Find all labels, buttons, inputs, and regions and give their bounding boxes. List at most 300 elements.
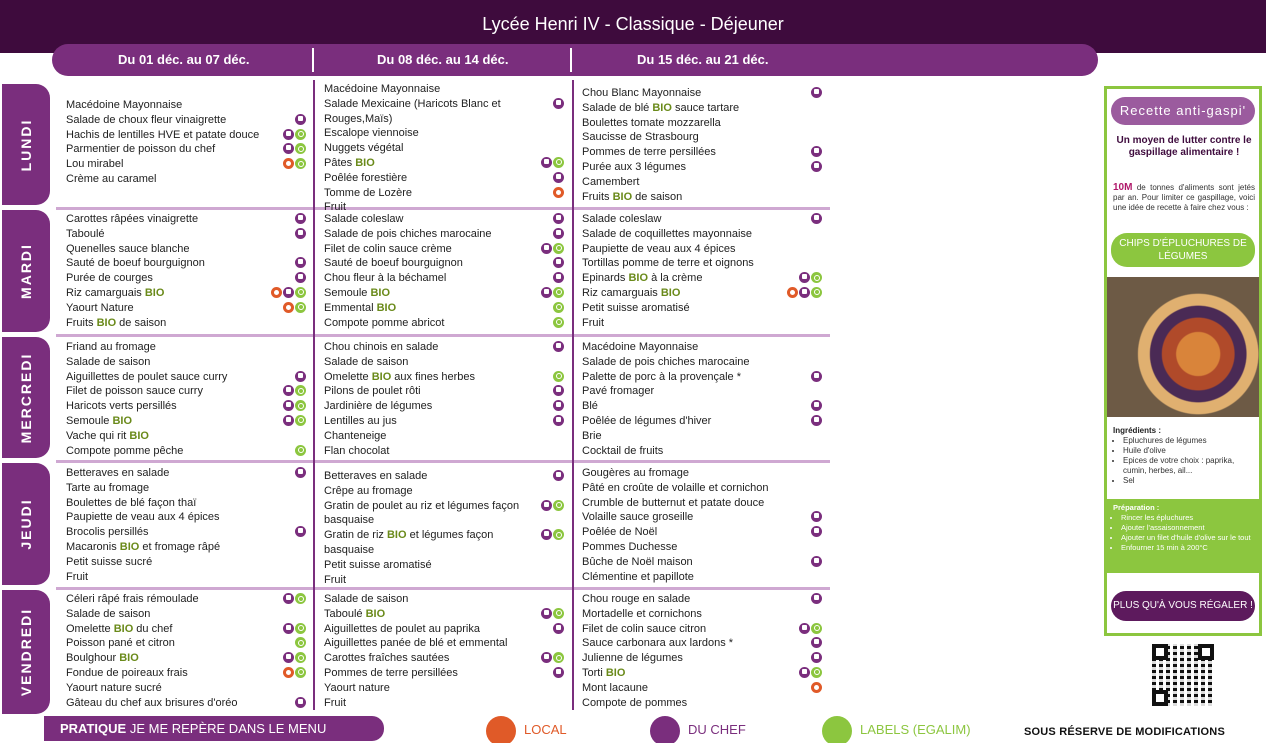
menu-item: [324, 607, 564, 622]
menu-item-text: Salade de pois chiches marocaine: [582, 355, 750, 368]
label-icon: [822, 716, 852, 743]
day-label: MERCREDI: [18, 352, 34, 443]
menu-item: [582, 301, 822, 316]
menu-item: [66, 212, 306, 227]
menu-item-text: Riz camarguais BIO: [582, 286, 681, 299]
pratique-text: JE ME REPÈRE DANS LE MENU: [129, 721, 327, 736]
week-3-label: Du 15 déc. au 21 déc.: [637, 52, 769, 67]
chef-hat-icon: [811, 146, 822, 157]
recipe-name: CHIPS D'ÉPLUCHURES DE LÉGUMES: [1111, 233, 1255, 267]
day-label: VENDREDI: [18, 607, 34, 697]
item-badges: [541, 608, 564, 620]
menu-item-text: Macédoine Mayonnaise: [66, 99, 183, 111]
day-label: JEUDI: [18, 498, 34, 550]
menu-item: [66, 316, 306, 331]
menu-item-text: Friand au fromage: [66, 341, 156, 353]
chef-hat-icon: [295, 114, 306, 125]
menu-cell: [66, 98, 306, 187]
menu-item: [66, 651, 306, 666]
egalim-label-icon: [295, 652, 306, 663]
menu-item-text: Camembert: [582, 175, 640, 188]
menu-item-text: Bûche de Noël maison: [582, 555, 693, 568]
menu-item-text: Salade de choux fleur vinaigrette: [66, 113, 227, 126]
recipe-subtitle: Un moyen de lutter contre le gaspillage alimentaire !: [1116, 135, 1252, 158]
egalim-label-icon: [553, 157, 564, 168]
menu-item: [324, 666, 564, 681]
menu-item-text: Filet de poisson sauce curry: [66, 385, 203, 398]
menu-item-text: Pilons de poulet rôti: [324, 385, 421, 398]
menu-item: [582, 510, 822, 525]
menu-item-text: Boulettes de blé façon thaï: [66, 496, 197, 509]
menu-item: [324, 340, 564, 355]
item-badges: [271, 287, 306, 299]
item-badges: [295, 257, 306, 269]
menu-item-text: Paupiette de veau aux 4 épices: [582, 242, 736, 255]
menu-item-text: Crêpe au fromage: [324, 484, 413, 497]
ingredient-item: • Epices de votre choix : paprika, cumin, herbes, ail...: [1123, 456, 1257, 476]
menu-item-text: Salade de blé BIO sauce tartare: [582, 101, 740, 114]
menu-item-text: Pommes de terre persillées: [582, 146, 716, 159]
pratique-label: PRATIQUE: [60, 721, 127, 736]
menu-item: [582, 607, 822, 622]
menu-item-text: Betteraves en salade: [66, 467, 170, 479]
item-badges: [553, 400, 564, 412]
chef-hat-icon: [811, 371, 822, 382]
local-pin-icon: [271, 287, 282, 298]
menu-item-text: Julienne de légumes: [582, 652, 683, 665]
menu-item: [66, 340, 306, 355]
menu-item: [66, 98, 306, 113]
bio-tag: BIO: [119, 652, 139, 665]
day-tab-mercredi: [2, 337, 50, 458]
menu-item-text: Betteraves en salade: [324, 470, 428, 482]
row-divider: [56, 334, 830, 337]
chef-hat-icon: [295, 257, 306, 268]
menu-item-text: Salade coleslaw: [582, 213, 662, 225]
menu-cell: [582, 466, 822, 584]
menu-cell: [324, 212, 564, 330]
menu-item: [66, 370, 306, 385]
item-badges: [811, 652, 822, 664]
legend-bar: [44, 716, 384, 741]
bio-tag: BIO: [355, 156, 375, 169]
bio-tag: BIO: [660, 286, 681, 299]
preparation-title: Préparation :: [1113, 503, 1160, 512]
menu-item-text: Volaille sauce groseille: [582, 511, 694, 524]
item-badges: [295, 445, 306, 457]
egalim-label-icon: [295, 445, 306, 456]
item-badges: [787, 287, 822, 299]
menu-item-text: Yaourt nature: [324, 681, 390, 694]
menu-item: [582, 570, 822, 585]
menu-item: [324, 651, 564, 666]
local-pin-icon: [283, 302, 294, 313]
menu-item-text: Mortadelle et cornichons: [582, 607, 702, 620]
page-title: Lycée Henri IV - Classique - Déjeuner: [482, 14, 784, 34]
item-badges: [553, 667, 564, 679]
menu-item-text: Salade coleslaw: [324, 213, 404, 225]
menu-item: [324, 469, 564, 484]
egalim-label-icon: [811, 623, 822, 634]
menu-item: [324, 316, 564, 331]
menu-item-text: Yaourt nature sucré: [66, 681, 162, 694]
menu-item-text: Omelette BIO du chef: [66, 622, 173, 635]
chef-hat-icon: [553, 257, 564, 268]
menu-item-text: Purée aux 3 légumes: [582, 160, 686, 173]
menu-item: [582, 130, 822, 145]
menu-item-text: Brocolis persillés: [66, 526, 149, 539]
item-badges: [799, 623, 822, 635]
menu-item: [66, 142, 306, 157]
item-badges: [283, 385, 306, 397]
menu-item: [582, 175, 822, 190]
item-badges: [811, 371, 822, 383]
egalim-label-icon: [295, 302, 306, 313]
chef-hat-icon: [799, 272, 810, 283]
menu-item: [324, 97, 564, 127]
menu-item-text: Purée de courges: [66, 272, 153, 285]
menu-item: [66, 128, 306, 143]
menu-cell: [582, 340, 822, 458]
menu-item-text: Salade de saison: [324, 355, 409, 368]
item-badges: [553, 385, 564, 397]
menu-item: [582, 525, 822, 540]
menu-item: [324, 141, 564, 156]
item-badges: [553, 470, 564, 482]
menu-item: [582, 145, 822, 160]
egalim-label-icon: [295, 415, 306, 426]
menu-cell: [324, 469, 564, 587]
menu-item-text: Tortillas pomme de terre et oignons: [582, 257, 754, 270]
item-badges: [811, 526, 822, 538]
chef-hat-icon: [553, 98, 564, 109]
menu-item: [582, 355, 822, 370]
ingredients-title: Ingrédients :: [1113, 426, 1162, 435]
chef-hat-icon: [811, 593, 822, 604]
ingredients: [1113, 426, 1257, 486]
menu-item-text: Boulghour BIO: [66, 652, 139, 665]
menu-item: [324, 156, 564, 171]
item-badges: [799, 667, 822, 679]
menu-item: [582, 636, 822, 651]
menu-item-text: Blé: [582, 400, 598, 413]
chef-hat-icon: [799, 287, 810, 298]
egalim-label-icon: [553, 652, 564, 663]
item-badges: [811, 511, 822, 523]
menu-item-text: Salade de saison: [66, 355, 151, 368]
menu-item: [324, 271, 564, 286]
menu-item: [66, 355, 306, 370]
menu-item: [582, 227, 822, 242]
item-badges: [553, 228, 564, 240]
chef-hat-icon: [799, 667, 810, 678]
menu-item-text: Salade de saison: [66, 607, 151, 620]
menu-item: [582, 370, 822, 385]
local-pin-icon: [811, 682, 822, 693]
menu-item-text: Riz camarguais BIO: [66, 286, 165, 299]
menu-item-text: Fruit: [66, 570, 88, 583]
menu-item-text: Cocktail de fruits: [582, 444, 664, 457]
item-badges: [811, 87, 822, 99]
menu-item: [582, 466, 822, 481]
egalim-label-icon: [811, 272, 822, 283]
chef-hat-icon: [799, 623, 810, 634]
chef-hat-icon: [553, 228, 564, 239]
local-pin-icon: [283, 158, 294, 169]
menu-item: [324, 355, 564, 370]
egalim-label-icon: [295, 400, 306, 411]
menu-item-text: Sauté de boeuf bourguignon: [66, 257, 205, 270]
egalim-label-icon: [295, 287, 306, 298]
menu-item: [66, 286, 306, 301]
menu-item-text: Aiguillettes de poulet sauce curry: [66, 370, 228, 383]
menu-item-text: Tomme de Lozère: [324, 186, 413, 199]
prep-step: • Ajouter l'assaisonnement: [1121, 523, 1253, 533]
menu-item: [66, 592, 306, 607]
menu-item: [324, 444, 564, 459]
bio-tag: BIO: [112, 414, 133, 427]
menu-item: [324, 528, 564, 558]
menu-item-text: Filet de colin sauce citron: [582, 622, 707, 635]
menu-item-text: Paupiette de veau aux 4 épices: [66, 511, 220, 524]
menu-item: [324, 429, 564, 444]
menu-item-text: Taboulé: [66, 227, 105, 240]
legend-labels-label: LABELS (EGALIM): [860, 722, 971, 737]
item-badges: [553, 272, 564, 284]
menu-item: [66, 510, 306, 525]
menu-item: [582, 592, 822, 607]
menu-item: [582, 555, 822, 570]
menu-item: [582, 429, 822, 444]
menu-item-text: Semoule BIO: [324, 286, 391, 299]
menu-item-text: Fruit: [324, 696, 346, 709]
menu-item: [324, 301, 564, 316]
item-badges: [541, 529, 564, 541]
egalim-label-icon: [553, 529, 564, 540]
menu-item: [582, 256, 822, 271]
intro-text: de tonnes d'aliments sont jetés par an. Pour limiter ce gaspillage, voici une idée de recette à faire chez vous :: [1113, 183, 1255, 212]
menu-item: [324, 384, 564, 399]
menu-item-text: Torti BIO: [582, 666, 626, 679]
menu-item-text: Parmentier de poisson du chef: [66, 143, 216, 156]
item-badges: [811, 637, 822, 649]
menu-item: [324, 171, 564, 186]
menu-item: [582, 481, 822, 496]
bio-tag: BIO: [386, 529, 407, 542]
menu-item-text: Yaourt Nature: [66, 301, 134, 314]
chef-hat-icon: [295, 371, 306, 382]
menu-cell: [582, 592, 822, 710]
menu-item-text: Compote pomme pêche: [66, 444, 184, 457]
row-divider: [56, 587, 830, 590]
menu-item: [582, 242, 822, 257]
menu-item: [324, 681, 564, 696]
chef-hat-icon: [811, 400, 822, 411]
menu-item: [324, 499, 564, 529]
egalim-label-icon: [553, 302, 564, 313]
egalim-label-icon: [553, 317, 564, 328]
bio-tag: BIO: [96, 316, 117, 329]
chef-hat-icon: [650, 716, 680, 743]
menu-item: [324, 636, 564, 651]
chef-hat-icon: [295, 697, 306, 708]
chef-hat-icon: [283, 400, 294, 411]
chef-hat-icon: [811, 161, 822, 172]
bio-tag: BIO: [365, 607, 386, 620]
menu-item: [582, 622, 822, 637]
menu-item: [324, 696, 564, 711]
chef-hat-icon: [541, 287, 552, 298]
menu-item-text: Carottes fraîches sautées: [324, 652, 450, 665]
menu-item: [66, 636, 306, 651]
menu-item: [324, 227, 564, 242]
menu-item-text: Saucisse de Strasbourg: [582, 131, 699, 144]
menu-item: [66, 481, 306, 496]
menu-item: [324, 186, 564, 201]
recipe-header: Recette anti-gaspi': [1111, 97, 1255, 125]
menu-item-text: Omelette BIO aux fines herbes: [324, 370, 476, 383]
item-badges: [553, 341, 564, 353]
item-badges: [553, 371, 564, 383]
item-badges: [541, 287, 564, 299]
menu-item: [582, 496, 822, 511]
menu-item-text: Fruit: [324, 573, 346, 586]
bio-tag: BIO: [371, 370, 392, 383]
chef-hat-icon: [283, 287, 294, 298]
menu-item: [66, 607, 306, 622]
bio-tag: BIO: [144, 286, 165, 299]
item-badges: [811, 415, 822, 427]
menu-item: [66, 466, 306, 481]
legend-local: [524, 722, 567, 737]
egalim-label-icon: [295, 623, 306, 634]
egalim-label-icon: [553, 243, 564, 254]
menu-item-text: Aiguillettes de poulet au paprika: [324, 622, 480, 635]
day-tab-vendredi: [2, 590, 50, 714]
menu-item: [582, 340, 822, 355]
bio-tag: BIO: [605, 666, 626, 679]
stat-value: 10M: [1113, 182, 1133, 193]
menu-item-text: Pavé fromager: [582, 385, 655, 398]
ingredient-item: • Epluchures de légumes: [1123, 436, 1257, 446]
menu-item: [582, 681, 822, 696]
menu-item-text: Flan chocolat: [324, 444, 390, 457]
chef-hat-icon: [283, 623, 294, 634]
menu-item: [582, 666, 822, 681]
menu-item-text: Emmental BIO: [324, 301, 397, 314]
menu-item-text: Chou fleur à la béchamel: [324, 272, 447, 285]
bio-tag: BIO: [113, 622, 134, 635]
local-pin-icon: [553, 187, 564, 198]
menu-item: [66, 681, 306, 696]
local-pin-icon: [787, 287, 798, 298]
chef-hat-icon: [541, 652, 552, 663]
qr-code[interactable]: [1152, 644, 1214, 706]
ingredient-item: • Sel: [1123, 476, 1257, 486]
item-badges: [295, 213, 306, 225]
menu-item: [582, 160, 822, 175]
column-divider: [572, 80, 574, 710]
menu-item-text: Fruit: [324, 201, 346, 214]
legend-local-label: LOCAL: [524, 722, 567, 737]
egalim-label-icon: [811, 287, 822, 298]
item-badges: [295, 637, 306, 649]
menu-cell: [324, 340, 564, 458]
item-badges: [553, 623, 564, 635]
menu-item-text: Escalope viennoise: [324, 127, 419, 140]
item-badges: [295, 697, 306, 709]
chef-hat-icon: [811, 526, 822, 537]
menu-item-text: Fruits BIO de saison: [66, 316, 167, 329]
menu-item-text: Chou rouge en salade: [582, 593, 691, 605]
menu-item: [66, 157, 306, 172]
menu-item-text: Petit suisse aromatisé: [324, 558, 432, 571]
menu-item: [582, 271, 822, 286]
bio-tag: BIO: [370, 286, 391, 299]
menu-item: [66, 242, 306, 257]
menu-item: [66, 301, 306, 316]
menu-item-text: Salade Mexicaine (Haricots Blanc et Rouges,Maïs): [324, 97, 501, 125]
menu-item-text: Lou mirabel: [66, 158, 124, 171]
menu-item-text: Salade de saison: [324, 593, 409, 605]
menu-item-text: Brie: [582, 429, 602, 442]
chef-hat-icon: [541, 157, 552, 168]
chef-hat-icon: [553, 400, 564, 411]
menu-item-text: Sauce carbonara aux lardons *: [582, 637, 734, 650]
prep-step: • Enfourner 15 min à 200°C: [1121, 543, 1253, 553]
item-badges: [553, 187, 564, 199]
item-badges: [283, 143, 306, 155]
menu-item: [66, 113, 306, 128]
item-badges: [541, 652, 564, 664]
enjoy-banner: PLUS QU'À VOUS RÉGALER !: [1111, 591, 1255, 621]
menu-item: [66, 271, 306, 286]
item-badges: [553, 213, 564, 225]
day-tab-lundi: [2, 84, 50, 205]
item-badges: [553, 172, 564, 184]
menu-item-text: Jardinière de légumes: [324, 400, 433, 413]
menu-item-text: Petit suisse aromatisé: [582, 301, 690, 314]
chef-hat-icon: [295, 272, 306, 283]
menu-item-text: Poêlée de Noël: [582, 526, 658, 539]
menu-item-text: Gratin de riz BIO et légumes façon basquaise: [324, 529, 494, 556]
bio-tag: BIO: [129, 429, 149, 442]
item-badges: [295, 371, 306, 383]
menu-item: [582, 384, 822, 399]
legend-chef-label: DU CHEF: [688, 722, 746, 737]
chef-hat-icon: [295, 526, 306, 537]
chef-hat-icon: [283, 385, 294, 396]
item-badges: [283, 129, 306, 141]
egalim-label-icon: [553, 500, 564, 511]
bio-tag: BIO: [376, 301, 397, 314]
menu-item-text: Pâtes BIO: [324, 156, 375, 169]
chef-hat-icon: [811, 637, 822, 648]
menu-cell: [66, 592, 306, 710]
chef-hat-icon: [811, 213, 822, 224]
menu-item-text: Compote pomme abricot: [324, 316, 445, 329]
egalim-label-icon: [553, 608, 564, 619]
chef-hat-icon: [541, 529, 552, 540]
chef-hat-icon: [553, 385, 564, 396]
menu-item-text: Taboulé BIO: [324, 607, 386, 620]
legend-labels: [860, 722, 971, 737]
menu-item-text: Carottes râpées vinaigrette: [66, 213, 199, 225]
menu-item-text: Fruit: [582, 316, 604, 329]
item-badges: [283, 158, 306, 170]
menu-item-text: Chou Blanc Mayonnaise: [582, 87, 702, 99]
menu-item: [66, 444, 306, 459]
